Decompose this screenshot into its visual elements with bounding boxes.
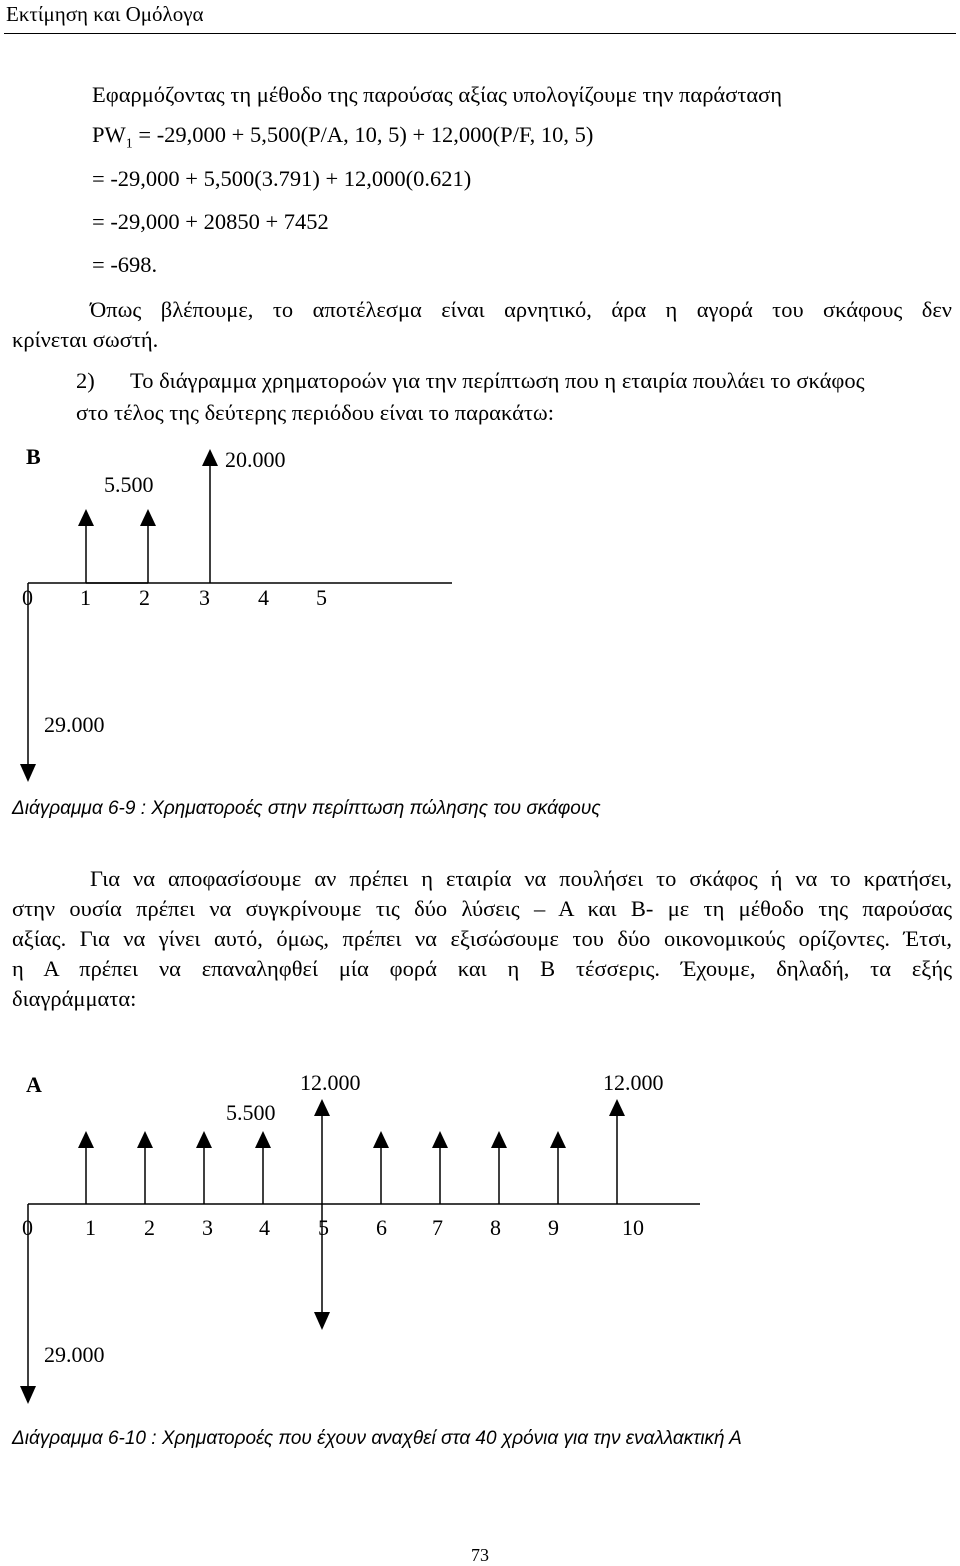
diagram-a-inflow-arrowhead-4: [255, 1131, 271, 1148]
item2-line-1: Το διάγραμμα χρηματοροών για την περίπτωση που η εταιρία πουλάει το σκάφος: [130, 368, 865, 393]
diagram-b-inflow-arrowhead-1: [78, 509, 94, 526]
comparison-paragraph: [12, 864, 952, 1014]
diagram-a-inflow-arrowhead-7: [432, 1131, 448, 1148]
diagram-b-outflow-arrow-head: [20, 764, 36, 782]
equation-line-4: = -698.: [92, 252, 158, 277]
diagram-b-inflow-20000: 20.000: [225, 447, 286, 472]
conclusion-line-2: κρίνεται σωστή.: [12, 327, 159, 352]
diagram-a-outflow-29000: 29.000: [44, 1342, 105, 1367]
item2-line-2: στο τέλος της δεύτερης περιόδου είναι το παρακάτω:: [76, 400, 554, 425]
diagram-a-tick: 2: [144, 1215, 155, 1240]
diagram-a-tick: 1: [85, 1215, 96, 1240]
diagram-b-inflow-arrowhead-3: [202, 449, 218, 466]
diagram-a-outflow-arrow-head-0: [20, 1386, 36, 1404]
paragraph-line-2: στην ουσία πρέπει να συγκρίνουμε τις δύο λύσεις – Α και Β- με τη μέθοδο της παρούσας: [12, 896, 952, 921]
diagram-a-tick: 10: [622, 1215, 644, 1240]
paragraph-line-3: αξίας. Για να γίνει αυτό, όμως, πρέπει να εξισώσουμε του δύο οικονομικούς ορίζοντες. Έτσι,: [12, 926, 952, 951]
diagram-a-inflow-5500: 5.500: [226, 1100, 276, 1125]
diagram-b-tick: 0: [22, 585, 33, 610]
diagram-a-tick: 7: [432, 1215, 443, 1240]
diagram-a-caption: Διάγραμμα 6-10 : Χρηματοροές που έχουν αναχθεί στα 40 χρόνια για την εναλλακτική Α: [12, 1428, 742, 1449]
diagram-a-outflow-arrow-head-5: [314, 1312, 330, 1330]
diagram-a-inflow-arrowhead-9: [550, 1131, 566, 1148]
pw-subscript: 1: [125, 136, 133, 152]
diagram-b-label: B: [26, 444, 41, 469]
diagram-a-inflow-arrowhead-3: [196, 1131, 212, 1148]
diagram-b-inflow-5500: 5.500: [104, 472, 154, 497]
paragraph-line-1: Για να αποφασίσουμε αν πρέπει η εταιρία να πουλήσει το σκάφος ή να το κρατήσει,: [90, 866, 952, 891]
diagram-a-tick: 4: [259, 1215, 270, 1240]
conclusion-line-1: Όπως βλέπουμε, το αποτέλεσμα είναι αρνητικό, άρα η αγορά του σκάφους δεν: [90, 297, 952, 322]
diagram-a-inflow-arrowhead-10: [609, 1099, 625, 1116]
diagram-a-inflow-12000-mid: 12.000: [300, 1070, 361, 1095]
intro-sentence: Εφαρμόζοντας τη μέθοδο της παρούσας αξίας υπολογίζουμε την παράσταση: [92, 82, 783, 107]
paragraph-line-4: η Α πρέπει να επαναληφθεί μία φορά και η Β τέσσερις. Έχουμε, δηλαδή, τα εξής: [12, 956, 952, 981]
diagram-b-inflow-arrowhead-2: [140, 509, 156, 526]
diagram-a-inflow-arrowhead-5: [314, 1099, 330, 1116]
paragraph-line-5: διαγράμματα:: [12, 986, 137, 1011]
running-header: Εκτίμηση και Ομόλογα: [6, 2, 204, 26]
page-number: 73: [471, 1545, 489, 1565]
diagram-a-tick: 9: [548, 1215, 559, 1240]
pw-symbol: PW: [92, 122, 126, 147]
equation-line-2: = -29,000 + 5,500(3.791) + 12,000(0.621): [92, 166, 472, 191]
diagram-a-inflow-arrowhead-1: [78, 1131, 94, 1148]
diagram-a-label: A: [26, 1072, 42, 1097]
diagram-a-inflow-arrowhead-8: [491, 1131, 507, 1148]
diagram-a-tick: 0: [22, 1215, 33, 1240]
diagram-a-inflow-arrowhead-2: [137, 1131, 153, 1148]
diagram-b-outflow-29000: 29.000: [44, 712, 105, 737]
diagram-b-tick: 1: [80, 585, 91, 610]
diagram-a-inflow-arrowhead-6: [373, 1131, 389, 1148]
diagram-b-tick: 4: [258, 585, 269, 610]
diagram-b-tick: 3: [199, 585, 210, 610]
diagram-a-tick: 8: [490, 1215, 501, 1240]
diagram-b-caption: Διάγραμμα 6-9 : Χρηματοροές στην περίπτωση πώλησης του σκάφους: [12, 798, 601, 819]
diagram-b-tick: 5: [316, 585, 327, 610]
diagram-a-inflow-12000-end: 12.000: [603, 1070, 664, 1095]
pw-expression: = -29,000 + 5,500(P/A, 10, 5) + 12,000(P/F, 10, 5): [132, 122, 594, 147]
equation-line-3: = -29,000 + 20850 + 7452: [92, 209, 329, 234]
item-number: 2): [76, 368, 95, 393]
diagram-a-tick: 6: [376, 1215, 387, 1240]
diagram-a-tick: 5: [318, 1215, 329, 1240]
diagram-b-tick: 2: [139, 585, 150, 610]
diagram-a-tick: 3: [202, 1215, 213, 1240]
